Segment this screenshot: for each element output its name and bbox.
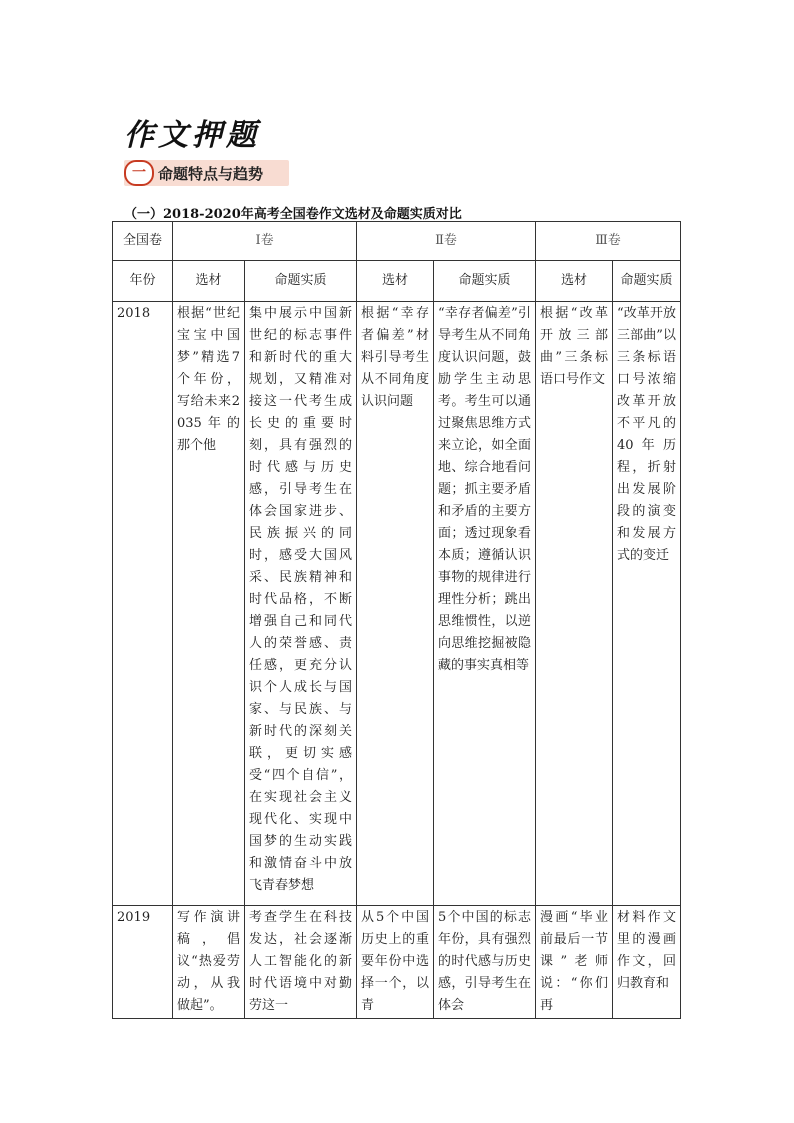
v3-essence-cell: “改革开放三部曲”以三条标语口号浓缩改革开放不平凡的40年历程，折射出发展阶段的演变和发展方式的变迁: [613, 302, 681, 906]
v3-material-cell: 漫画“毕业前最后一节课”老师说：“你们再: [536, 906, 613, 1019]
comparison-table: [112, 221, 681, 1019]
v1-material-cell: 写作演讲稿，倡议“热爱劳动，从我做起”。: [173, 906, 245, 1019]
section-number-badge: 一: [124, 160, 154, 186]
table-header-row-columns: [113, 261, 681, 302]
header-year: 年份: [113, 261, 173, 302]
table-row: [113, 906, 681, 1019]
header-volume-3: Ⅲ卷: [536, 222, 681, 261]
page-title: 作文押题: [124, 118, 260, 153]
v2-material-cell: 根据“幸存者偏差”材料引导考生从不同角度认识问题: [357, 302, 434, 906]
table-row: [113, 302, 681, 906]
header-v1-essence: 命题实质: [245, 261, 357, 302]
header-v2-material: 选材: [357, 261, 434, 302]
header-v1-material: 选材: [173, 261, 245, 302]
year-cell: 2018: [113, 302, 173, 906]
header-v2-essence: 命题实质: [434, 261, 536, 302]
table-caption: （一）2018-2020年高考全国卷作文选材及命题实质对比: [124, 207, 462, 222]
header-corner-cell: 全国卷: [113, 222, 173, 261]
header-v3-essence: 命题实质: [613, 261, 681, 302]
table-header-row-volumes: [113, 222, 681, 261]
section-heading: 命题特点与趋势: [158, 165, 264, 183]
year-cell: 2019: [113, 906, 173, 1019]
header-volume-1: Ⅰ卷: [173, 222, 357, 261]
v2-material-cell: 从5个中国历史上的重要年份中选择一个，以青: [357, 906, 434, 1019]
section-banner: [124, 160, 289, 186]
v3-material-cell: 根据“改革开放三部曲”三条标语口号作文: [536, 302, 613, 906]
v1-material-cell: 根据“世纪宝宝中国梦”精选7个年份，写给未来2035年的那个他: [173, 302, 245, 906]
header-v3-material: 选材: [536, 261, 613, 302]
v2-essence-cell: “幸存者偏差”引导考生从不同角度认识问题，鼓励学生主动思考。考生可以通过聚焦思维方式来立论，如全面地、综合地看问题；抓主要矛盾和矛盾的主要方面；透过现象看本质；遵循认识事物的规律进行理性分析；跳出思维惯性，以逆向思维挖掘被隐藏的事实真相等: [434, 302, 536, 906]
v1-essence-cell: 考查学生在科技发达，社会逐渐人工智能化的新时代语境中对勤劳这一: [245, 906, 357, 1019]
v2-essence-cell: 5个中国的标志年份，具有强烈的时代感与历史感，引导考生在体会: [434, 906, 536, 1019]
header-volume-2: Ⅱ卷: [357, 222, 536, 261]
v3-essence-cell: 材料作文里的漫画作文，回归教育和: [613, 906, 681, 1019]
v1-essence-cell: 集中展示中国新世纪的标志事件和新时代的重大规划，又精准对接这一代考生成长史的重要时刻，具有强烈的时代感与历史感，引导考生在体会国家进步、民族振兴的同时，感受大国风采、民族精神和时代品格，不断增强自己和同代人的荣誉感、责任感，更充分认识个人成长与国家、与民族、与新时代的深刻关联，更切实感受“四个自信”，在实现社会主义现代化、实现中国梦的生动实践和激情奋斗中放飞青春梦想: [245, 302, 357, 906]
